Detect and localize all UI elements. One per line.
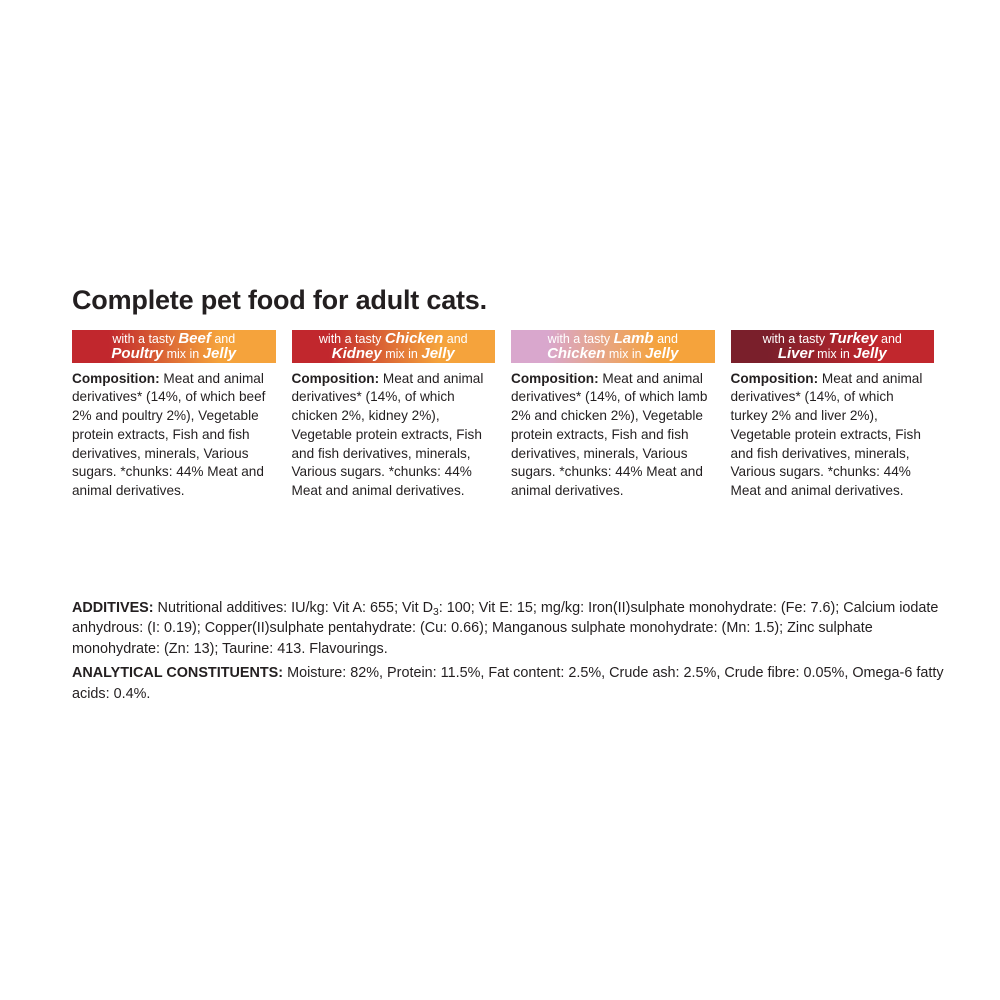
additives-subscript: 3: [433, 607, 439, 618]
banner-prefix: with a tasty: [112, 331, 175, 346]
variant-banner-text: [298, 331, 490, 362]
banner-and: and: [881, 331, 902, 346]
additives-text-1: Nutritional additives: IU/kg: Vit A: 655; Vit D: [153, 600, 433, 616]
banner-flavour-2: Chicken: [547, 345, 606, 363]
banner-flavour-2: Poultry: [111, 345, 164, 363]
additives-paragraph: [72, 598, 952, 659]
variant-composition: [292, 370, 496, 501]
composition-label: Composition:: [72, 370, 160, 386]
composition-text: Meat and animal derivatives* (14%, of which beef 2% and poultry 2%), Vegetable protein extracts, Fish and fish derivatives, minerals, Various sugars. *chunks: 44% Meat and animal derivatives.: [72, 370, 266, 499]
variant-composition: [731, 370, 935, 501]
banner-and: and: [657, 331, 678, 346]
banner-prefix: with a tasty: [318, 331, 382, 346]
additives-text-2: : 100; Vit E: 15; mg/kg: Iron(II)sulphate monohydrate: (Fe: 7.6); Calcium iodate anhydrous: (I: 0.19); Copper(II)sulphate pentahydrate: (Cu: 0.66); Manganous sulphate monohydrate: (Mn: 1.5); Zinc sulphate monohydrate: (Zn: 13); Taurine: 413. Flavourings.: [72, 600, 939, 657]
variant-banner: [511, 330, 715, 363]
composition-label: Composition:: [511, 370, 599, 386]
variant-card-turkey-liver: [731, 330, 935, 501]
additives-label: ADDITIVES:: [72, 600, 154, 616]
banner-flavour-2: Kidney: [331, 345, 382, 363]
variant-banner-text: [517, 331, 709, 362]
page-title: Complete pet food for adult cats.: [72, 285, 487, 315]
analytical-paragraph: [72, 663, 952, 704]
composition-text: Meat and animal derivatives* (14%, of which lamb 2% and chicken 2%), Vegetable protein extracts, Fish and fish derivatives, minerals, Various sugars. *chunks: 44% Meat and animal derivatives.: [511, 370, 708, 499]
banner-and: and: [214, 331, 236, 346]
banner-suffix: Jelly: [853, 345, 887, 363]
variant-card-beef-poultry: [72, 330, 276, 501]
footer-nutrition-info: [72, 598, 952, 708]
banner-and: and: [446, 331, 468, 346]
variant-composition: [511, 370, 715, 501]
banner-flavour-1: Chicken: [384, 329, 444, 347]
banner-flavour-1: Beef: [178, 329, 211, 347]
banner-mid: mix in: [817, 347, 850, 362]
banner-suffix: Jelly: [421, 345, 455, 363]
banner-prefix: with a tasty: [547, 331, 611, 346]
banner-suffix: Jelly: [645, 345, 679, 363]
composition-label: Composition:: [730, 370, 819, 386]
analytical-text: Moisture: 82%, Protein: 11.5%, Fat content: 2.5%, Crude ash: 2.5%, Crude fibre: 0.05%, Omega-6 fatty acids: 0.4%.: [72, 665, 944, 702]
variant-banner: [72, 330, 276, 363]
variant-card-chicken-kidney: [292, 330, 496, 501]
banner-flavour-1: Lamb: [613, 329, 654, 347]
variant-list: [72, 330, 934, 501]
banner-mid: mix in: [166, 347, 200, 362]
variant-banner-text: [737, 331, 929, 362]
banner-suffix: Jelly: [202, 345, 237, 363]
pet-food-label: [72, 286, 934, 501]
banner-mid: mix in: [385, 347, 418, 362]
banner-prefix: with a tasty: [762, 331, 826, 346]
banner-flavour-2: Liver: [777, 345, 814, 363]
variant-banner: [731, 330, 935, 363]
analytical-label: ANALYTICAL CONSTITUENTS:: [72, 665, 284, 682]
composition-label: Composition:: [291, 370, 380, 386]
banner-flavour-1: Turkey: [828, 329, 878, 347]
composition-text: Meat and animal derivatives* (14%, of which chicken 2%, kidney 2%), Vegetable protein extracts, Fish and fish derivatives, minerals, Various sugars. *chunks: 44% Meat and animal derivatives.: [291, 370, 484, 499]
variant-card-lamb-chicken: [511, 330, 715, 501]
composition-text: Meat and animal derivatives* (14%, of which turkey 2% and liver 2%), Vegetable protein extracts, Fish and fish derivatives, minerals, Various sugars. *chunks: 44% Meat and animal derivatives.: [730, 370, 923, 499]
variant-banner-text: [78, 331, 270, 362]
variant-composition: [72, 370, 276, 501]
variant-banner: [292, 330, 496, 363]
banner-mid: mix in: [608, 347, 642, 362]
